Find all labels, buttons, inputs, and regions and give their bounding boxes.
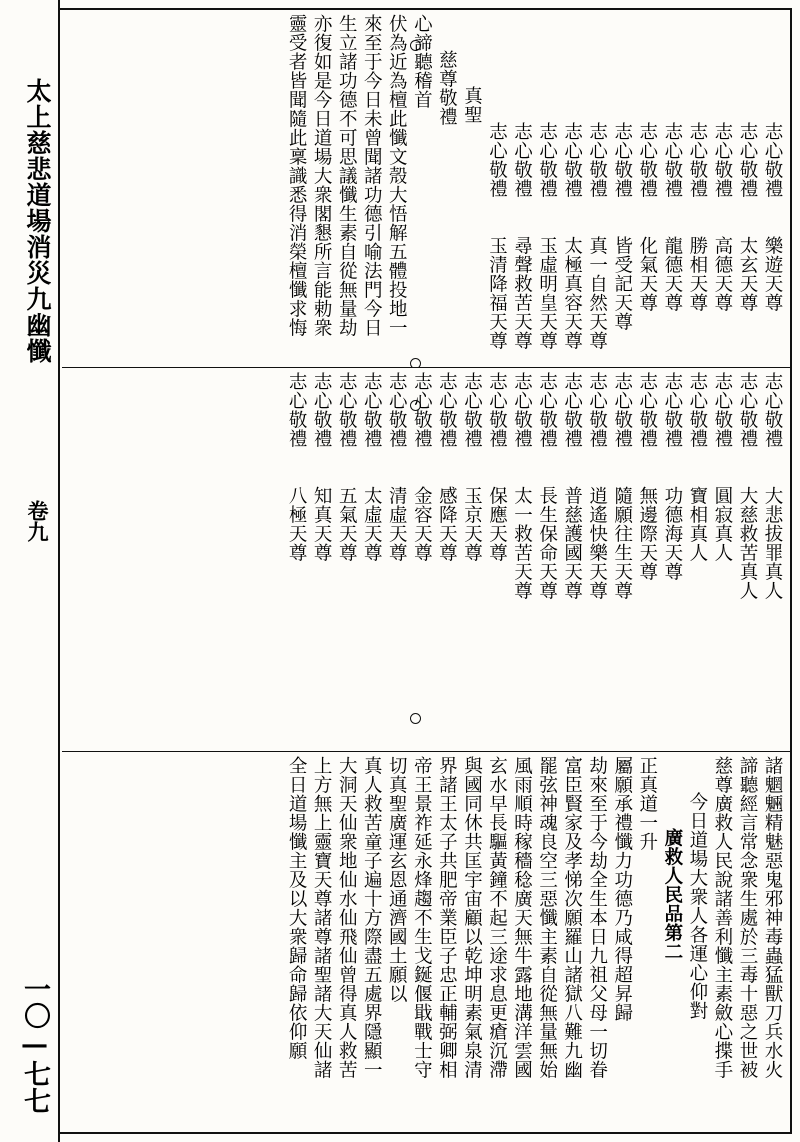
text-column: 廣救人民品第二 <box>661 828 683 961</box>
text-column: 伏為近為檀此懺文殼大悟解五體投地一 <box>386 14 408 337</box>
text-column: 志心敬禮 知真天尊 <box>311 372 333 562</box>
text-column: 慈尊廣救人民說諸善利懺主素斂心揲手 <box>711 756 733 1079</box>
text-column: 富臣賢家及孝悌次願羅山諸獄八難九幽 <box>561 756 583 1079</box>
text-column: 諸魍魎精魅惡鬼邪神毒蟲猛獸刀兵水火 <box>762 756 783 1079</box>
text-column: 志心敬禮 樂遊天尊 <box>762 122 783 312</box>
text-column: 切真聖廣運玄恩通濟國土願以 <box>386 756 408 1003</box>
text-column: 志心敬禮 保應天尊 <box>486 372 508 562</box>
text-column: 志心敬禮 玉清降福天尊 <box>486 122 508 350</box>
text-column: 與國同休共匡宇宙顧以乾坤明素氣泉清 <box>461 756 483 1079</box>
text-column: 志心敬禮 大慈救苦真人 <box>736 372 758 600</box>
text-column: 志心敬禮 寶相真人 <box>686 372 708 562</box>
text-column: 玄水早長驅黃鐘不起三途求息更瘡沉滯 <box>486 756 508 1079</box>
text-column: 今日道場大衆人各運心仰對 <box>686 792 708 1020</box>
volume-label: 卷九 <box>25 500 50 542</box>
text-column: 志心敬禮 太玄天尊 <box>736 122 758 312</box>
text-column: 風雨順時稼穡稔廣天無牛露地溝洋雲國 <box>511 756 533 1079</box>
text-column: 志心敬禮 高德天尊 <box>711 122 733 312</box>
left-margin-column <box>0 0 60 1142</box>
text-column: 志心敬禮 尋聲救苦天尊 <box>511 122 533 350</box>
text-column: 志心敬禮 長生保命天尊 <box>536 372 558 600</box>
text-column: 正真道一升 <box>636 756 658 851</box>
text-column: 志心敬禮 玉京天尊 <box>461 372 483 562</box>
text-column: 上方無上靈寶天尊諸尊諸聖諸大天仙諸 <box>311 756 333 1079</box>
text-column: 志心敬禮 太虛天尊 <box>361 372 383 562</box>
text-column: 志心敬禮 五氣天尊 <box>336 372 358 562</box>
text-column: 志心敬禮 八極天尊 <box>286 372 308 562</box>
text-column: 屬願承禮懺力功德乃咸得超昇歸 <box>611 756 633 1022</box>
text-column: 志心敬禮 化氣天尊 <box>636 122 658 312</box>
text-column: 真人救苦童子遍十方際盡五處界隱顯一 <box>361 756 383 1079</box>
text-column: 志心敬禮 勝相天尊 <box>686 122 708 312</box>
text-column: 亦復如是今日道場大衆閣懇所言能勅衆 <box>311 14 333 337</box>
text-column: 志心敬禮 無邊際天尊 <box>636 372 658 581</box>
text-column: 志心敬禮 功德海天尊 <box>661 372 683 581</box>
text-column: 志心敬禮 圓寂真人 <box>711 372 733 562</box>
text-column: 志心敬禮 普慈護國天尊 <box>561 372 583 600</box>
text-column: 志心敬禮 逍遙快樂天尊 <box>586 372 608 600</box>
text-column: 志心敬禮 玉虛明皇天尊 <box>536 122 558 350</box>
text-column: 心諦聽稽首 <box>411 14 433 109</box>
text-column: 志心敬禮 感降天尊 <box>436 372 458 562</box>
text-column: 帝王景祚延永烽趨不生戈鋋偃戢戰士守 <box>411 756 433 1079</box>
text-column: 志心敬禮 清虛天尊 <box>386 372 408 562</box>
text-column: 志心敬禮 隨願往生天尊 <box>611 372 633 600</box>
text-column: 志心敬禮 太一救苦天尊 <box>511 372 533 600</box>
text-column: 志心敬禮 龍德天尊 <box>661 122 683 312</box>
text-block-3 <box>62 752 792 1134</box>
text-column: 全日道場懺主及以大衆歸命歸依仰願 <box>286 756 308 1060</box>
text-column: 志心敬禮 金容天尊 <box>411 372 433 562</box>
book-title: 太上慈悲道場消災九幽懺 <box>23 78 52 364</box>
text-column: 界諸王太子共肥帝業臣子忠正輔弼卿相 <box>436 756 458 1079</box>
text-column: 慈尊敬禮 <box>436 50 458 126</box>
text-column: 志心敬禮 大悲拔罪真人 <box>762 372 783 600</box>
text-column: 罷弦神魂良空三惡懺主素自從無量無始 <box>536 756 558 1079</box>
text-column: 劫來至于今劫全生本日九祖父母一切眷 <box>586 756 608 1079</box>
text-block-1 <box>62 10 792 368</box>
text-column: 志心敬禮 太極真容天尊 <box>561 122 583 350</box>
text-column: 諦聽經言常念衆生處於三毒十惡之世被 <box>736 756 758 1079</box>
text-column: 來至于今日未曾聞諸功德引喻法門今日 <box>361 14 383 337</box>
text-column: 靈受者皆聞隨此稟識悉得消榮檀懺求悔 <box>286 14 308 337</box>
text-column: 志心敬禮 真一自然天尊 <box>586 122 608 350</box>
text-column: 大洞天仙衆地仙水仙飛仙曾得真人救苦 <box>336 756 358 1079</box>
text-block-2 <box>62 368 792 752</box>
text-column: 真聖 <box>461 86 483 124</box>
text-column: 生立諸功德不可思議懺生素自從無量劫 <box>336 14 358 337</box>
text-column: 志心敬禮 皆受記天尊 <box>611 122 633 331</box>
page-number: 一〇—七七 <box>19 975 50 1114</box>
